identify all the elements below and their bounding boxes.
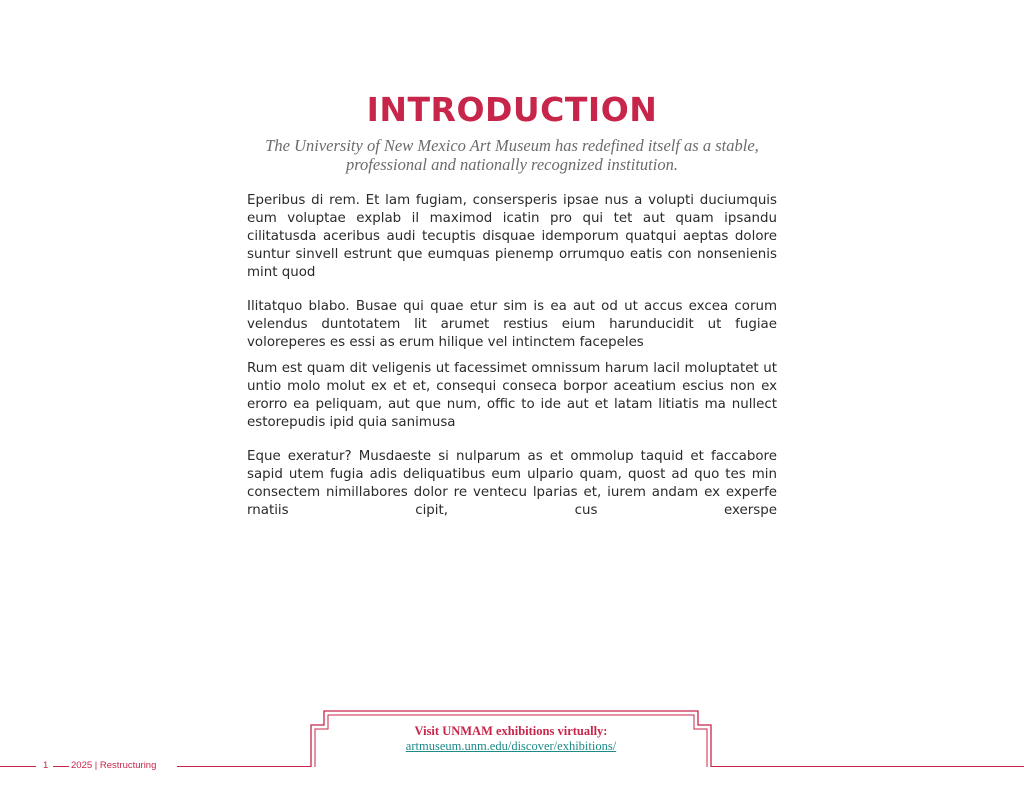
page-number: 1 (43, 760, 49, 771)
body-paragraph: Eperibus di rem. Et lam fugiam, consersperis ipsae nus a volupti duciumquis eum voluptae explab il maximod icatin pro qui tet aut quam ipsandu cilitatusda aceribus audi tecuptis disquae idemporum quatqui aeptas dolore suntur sinvell estrunt que eumquas pienemp orrumquo eatis con nonsenienis mint quod (247, 193, 777, 280)
footer-rule-right-b (711, 766, 1024, 767)
body-paragraph: Eque exeratur? Musdaeste si nulparum as et ommolup taquid et faccabore sapid utem fugia adis deliquatibus eum ulpario quam, quost ad quo tes min consectem nimillabores dolor re ventecu lparias et, iurem andam ex experfe rnatiis cipit, cus exerspe (247, 449, 777, 518)
page-title: INTRODUCTION (366, 90, 658, 129)
exhibitions-link[interactable]: artmuseum.unm.edu/discover/exhibitions/ (405, 739, 617, 753)
footer-rule-right-a (177, 766, 311, 767)
footer-section-label: 2025 | Restructuring (71, 760, 157, 771)
body-paragraph: Ilitatquo blabo. Busae qui quae etur sim is ea aut od ut accus excea corum velendus duntotatem lit arumet restius eium harunducidit ut fugiae voloreperes es essi as erum hilique vel intinctem facepeles (247, 299, 777, 350)
body-paragraph: Rum est quam dit veligenis ut facessimet omnissum harum lacil moluptatet ut untio molo molut ex et et, consequi conseca borpor aceatium escius non ex erorro ea peliquam, aut que num, offic to ide aut et latam litiatis ma nullect estorepudis ipid quia sanimusa (247, 361, 777, 430)
footer-rule-mid (53, 766, 69, 767)
page-subtitle: The University of New Mexico Art Museum has redefined itself as a stable, professional and nationally recognized institution. (265, 136, 759, 174)
callout-title: Visit UNMAM exhibitions virtually: (414, 724, 608, 738)
footer-rule-left (0, 766, 36, 767)
exhibitions-callout (330, 724, 692, 754)
